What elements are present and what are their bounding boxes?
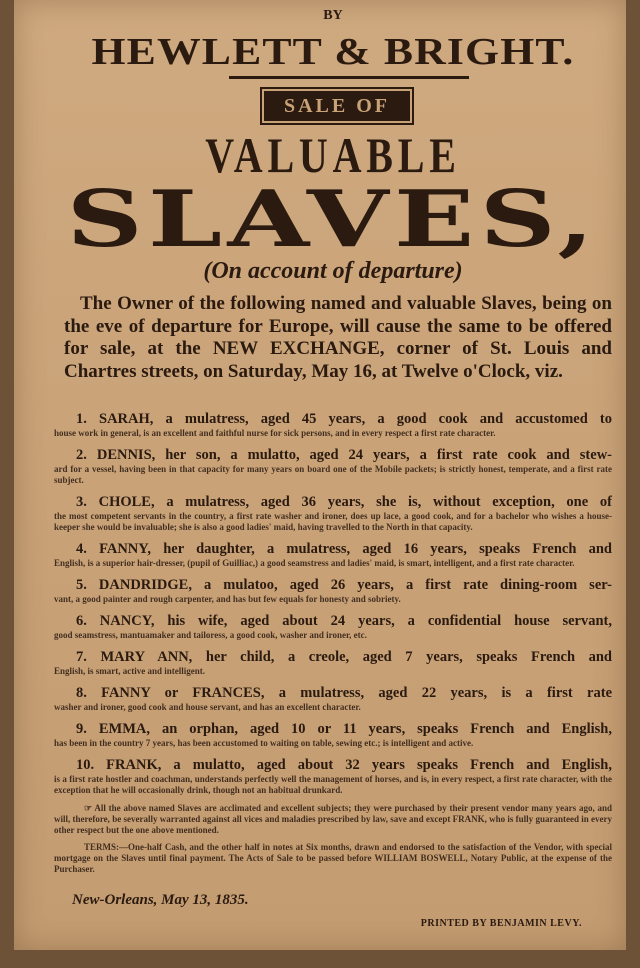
sale-of-banner: SALE OF xyxy=(262,89,412,123)
item-heading: 9. EMMA, an orphan, aged 10 or 11 years, speaks French and English, xyxy=(76,721,612,737)
dateline: New-Orleans, May 13, 1835. xyxy=(72,892,249,908)
item-heading: 10. FRANK, a mulatto, aged about 32 years speaks French and English, xyxy=(76,757,612,773)
list-item xyxy=(54,493,612,533)
item-description: house work in general, is an excellent and faithful nurse for sick persons, and in every respect a first rate character. xyxy=(54,428,496,438)
item-description: the most competent servants in the country, a first rate washer and ironer, does up lace, a good cook, and for a bachelor who wishes a house-keeper she would be invaluable; she is also a good ladies' maid, having travelled to the North in that capacity. xyxy=(54,511,612,532)
headline-valuable: VALUABLE xyxy=(205,127,461,183)
item-list xyxy=(54,410,612,875)
list-item xyxy=(54,446,612,486)
intro-paragraph: The Owner of the following named and valuable Slaves, being on the eve of departure for Europe, will cause the same to be offered for sale, at the NEW EXCHANGE, corner of St. Louis and Chartres streets, on Saturday, May 16, at Twelve o'Clock, viz. xyxy=(64,293,612,382)
list-item xyxy=(54,684,612,713)
subtitle: (On account of departure) xyxy=(203,258,463,284)
terms-note: TERMS:—One-half Cash, and the other half in notes at Six months, drawn and endorsed to the satisfaction of the Vendor, with special mortgage on the Slaves until final payment. The Acts of Sale to be passed before WILLIAM BOSWELL, Notary Public, at the expense of the Purchaser. xyxy=(54,842,612,874)
item-description: vant, a good painter and rough carpenter, and has but few equals for honesty and sobriety. xyxy=(54,594,401,604)
item-description: washer and ironer, good cook and house servant, and has an excellent character. xyxy=(54,702,361,712)
list-item xyxy=(54,648,612,677)
item-heading: 7. MARY ANN, her child, a creole, aged 7 years, speaks French and xyxy=(76,649,612,665)
item-description: ard for a vessel, having been in that capacity for many years on board one of the Mobile packets; is strictly honest, temperate, and a first rate subject. xyxy=(54,464,612,485)
list-item xyxy=(54,612,612,641)
printer-credit: PRINTED BY BENJAMIN LEVY. xyxy=(420,918,582,929)
headline-main: SLAVES, xyxy=(66,174,600,265)
item-description: good seamstress, mantuamaker and tailoress, a good cook, washer and ironer, etc. xyxy=(54,630,367,640)
list-item xyxy=(54,540,612,569)
broadside xyxy=(14,0,626,950)
item-description: has been in the country 7 years, has been accustomed to waiting on table, sewing etc.; is intelligent and active. xyxy=(54,738,474,748)
item-heading: 8. FANNY or FRANCES, a mulatress, aged 22 years, is a first rate xyxy=(76,685,612,701)
list-item xyxy=(54,756,612,796)
auctioneer-title: HEWLETT & BRIGHT. xyxy=(91,31,575,73)
warranty-note: ☞ All the above named Slaves are acclimated and excellent subjects; they were purchased by their present vendor many years ago, and will, therefore, be severally warranted against all vices and maladies prescribed by law, save and except FRANK, who is fully guaranteed in every other respect but the one above mentioned. xyxy=(54,803,612,835)
divider-rule xyxy=(229,76,469,79)
item-description: English, is a superior hair-dresser, (pupil of Guilliac,) a good seamstress and ladies' maid, is smart, intelligent, and a first rate character. xyxy=(54,558,575,568)
item-heading: 1. SARAH, a mulatress, aged 45 years, a good cook and accustomed to xyxy=(76,411,612,427)
item-heading: 6. NANCY, his wife, aged about 24 years, a confidential house servant, xyxy=(76,613,612,629)
list-item xyxy=(54,410,612,439)
item-description: English, is smart, active and intelligent. xyxy=(54,666,206,676)
item-heading: 3. CHOLE, a mulatress, aged 36 years, she is, without exception, one of xyxy=(76,494,612,510)
by-label: BY xyxy=(323,8,343,23)
list-item xyxy=(54,576,612,605)
item-heading: 2. DENNIS, her son, a mulatto, aged 24 years, a first rate cook and stew- xyxy=(76,447,612,463)
item-heading: 5. DANDRIDGE, a mulatoo, aged 26 years, a first rate dining-room ser- xyxy=(76,577,612,593)
list-item xyxy=(54,720,612,749)
item-description: is a first rate hostler and coachman, understands perfectly well the management of horses, and is, in every respect, a first rate character, with the exception that he will occasionally drink, though not an habitual drunkard. xyxy=(54,774,612,795)
item-heading: 4. FANNY, her daughter, a mulatress, aged 16 years, speaks French and xyxy=(76,541,612,557)
